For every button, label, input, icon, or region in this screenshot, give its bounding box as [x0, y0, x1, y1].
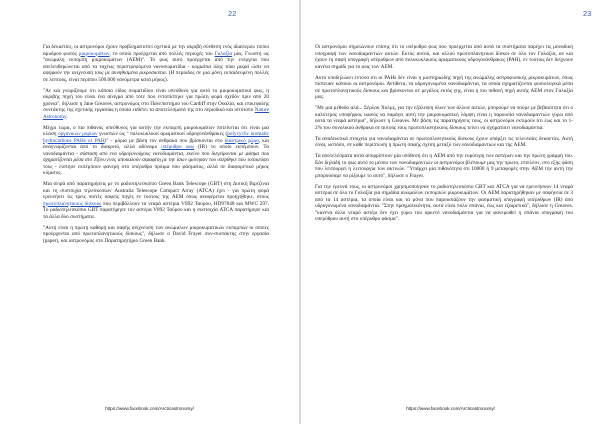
inline-link[interactable]: Γαλαξία — [214, 50, 233, 57]
text-run: μας. Γνωστή ως "ανώμαλη εκπομπή μικροκυμάτων (AEM)". Το φως αυτό προέρχεται από την ενέργεια που απελευθερώνεται από τα ταχέως περιστρεφόμενα νανοσωματίδια - — [43, 50, 269, 70]
inline-link[interactable]: διαστρικό χώρο — [224, 137, 259, 144]
left-page — [0, 0, 299, 424]
page-footer-url: https://www.facebook.com/Αrcticastronomy/ — [406, 406, 495, 411]
text-run: κομμάτια ύλης τόσο μικρά ώστε να αψηφούν την ανίχνευση τους με συνηθισμένα μικροσκόπια — [43, 63, 270, 76]
text-run: (IR) το οποίο εκπέμπουν. Τα νανοδιαμάντια - — [43, 144, 269, 157]
text-run: "Αν και γνωρίζουμε ότι κάποιο είδος σωματιδίου είναι υπεύθυνο για αυτό το μικροκυματικό φως, η ακριβής πηγή του είναι ένα αίνιγμα από τότε που εντοπίστηκε για πρώτη φορά σχεδόν πριν από 20 χρόνια", δήλωσε η Jane Greaves, αστρονόμος στο Πανεπιστήμιο του Cardiff στην Ουαλία, και επικεφαλής συντάκτης της σχετικής εργασίας η οποία εκθέτει τα αποτελέσματά της στο περιοδικό και ιστότοπο — [43, 87, 269, 113]
paragraph — [315, 105, 573, 131]
text-run: σύσταση από ενα υδρογονούχους νανοδιαμάντια, εκείνο που διεγείρονται με φάσμα που σχηματίζονται μέσα στο Τζόνυ ενός αποκαλούν σεραφίτη με την ίσων ιμόνησαν του υπέρθηκε που τοπικεύσει — [43, 150, 269, 163]
paragraph — [315, 44, 573, 70]
inline-link[interactable]: polycyclic aromatic hydrocarbons PAHs or PAH — [43, 131, 269, 144]
inline-link[interactable]: μικροκυμάτων — [78, 50, 110, 57]
inline-link[interactable]: Nature Astronomy — [43, 107, 269, 120]
paragraph — [43, 44, 269, 83]
text-run: Μέχρι τώρα, ο πιο πιθανός υπεύθυνος για αυτήν την εκπομπή μικροκυμάτων ποτείνεται ότι είναι μια κλάση — [43, 124, 269, 137]
text-run: )" - μόρια με βάση τον άνθρακα που βρίσκονται στο — [104, 137, 225, 144]
text-run: Μια σειρά από παρατηρήσεις με το ραδιοτηλεσκόπιο Green Bank Telescope (GBT) στη Δυτική Βιρτζίνια και τη συστοιχία τηλεσκοπίων Australia Telescope Compact Array (ATCA) έχει - για πρώτη φορά ερευνήσει τις τρεις πιστές σαφείς πηγές εν τούτοις της AEM όπως αναφέρεται προηγήθηκε, στους — [43, 181, 269, 200]
text-run: Για την έρευνά τους, οι αστρονόμοι χρησιμοποίησαν το ραδιοτηλεσκόπιο GBT και ATCA για να ερευνήσουν 14 νεαρά αστέρια σε όλο το Γαλαξία για σημάδια ανώμαλων εκπομπών μικροκυμάτων. Οι AEM παρατηρήθηκαν με σαφήνεια σε 3 από τα 14 αστέρια, τα οποία είναι και τα μόνα που παρουσιάζουν την φασματική υπογραφή υπέρυθρων (IR) από υδρογονωμένα νανοδιαμάντια. "Στην πραγματικότητα, αυτά είναι πολύ σπάνια, έως και εξαιρετικά", δήλωσε η Greaves. "κανένα άλλο νεαρό αστέρι δεν έχει γύρω του αρκετό νανοδιαμάντια για να φανερωθεί η σπάνια υπογραφή του υπερύθρου αυτή στο υπέρυθρο φάσμα". — [315, 183, 573, 222]
inline-link[interactable]: πρωτοπλανητικούς δίσκους — [43, 200, 102, 207]
paragraph — [43, 125, 269, 177]
text-run: "Αυτή είναι η πρώτη καθαρή και σαφής ανίχνευση των ανώμαλων μικροκυματικών εκπομπών οι οποίες προέρχονται από πρωτοπλανητικούς δίσκους", δήλωσε ο David Frayer συν-συντάκτης στην εργασία (paper), και αστρονόμος στο Παρατηρητήριο Green Bank. — [43, 224, 269, 244]
article-body — [315, 44, 573, 227]
paragraph — [43, 181, 269, 220]
text-run: "Με μια μέθοδο αλά... Σέρλοκ Χολμς, για την εξάλειψη όλων των άλλων αιτιών, μπορούμε να πούμε με βεβαιότητα ότι ο καλύτερος υποψήφιος ικανός να παράγει αυτή την μικροκυματική λάμψη είναι η παρουσία νανοδιαμαντιών γύρω από αυτά τα νεαρά αστέρια", δήλωσε η Greaves. Με βάση τις παρατηρήσεις τους, οι αστρονόμοι εκτιμούν ότι έως και το 1-2% του συνολικού άνθρακα σε αυτούς τους πρωτοπλανητικούς δίσκους τείνει να σχηματίσει νανοδιαμάντια. — [315, 105, 573, 131]
inline-link[interactable]: υπέρυθρο φως — [161, 144, 195, 150]
text-run: γνωστών ως " πολυκυκλικοί αρωματικοί υδρογονάνθρακες ( — [97, 131, 228, 137]
text-run: . — [66, 113, 68, 120]
text-run: τους - είστησε εκπέμπουν φανερή στο υπέρυθρο πρόιμα που φάσματος, αλλά σε διαφορετικό μήκος κύματος. — [43, 163, 269, 176]
paragraph — [43, 225, 269, 245]
paragraph — [43, 88, 269, 121]
text-run: , το οποίο προέρχεται από πολλές περιοχές του — [109, 50, 215, 57]
text-run: Αυτό υποδηλώνει έντονα ότι οι PAHs δεν είναι η μυστηριώδης πηγή της ανώμαλης αστροφυσικής μικροκυμάτων, όπως πίστευαν κάποιοι οι αστρονόμοι. Αντίθετα, τα υδρογονωμένα νανοδιαμάντια, τα οποία σχηματίζονται φυσιολογικά μέσα σε πρωτοπλανητικούς δίσκους και βρίσκονται σε μεγάλος εκτός γης, είναι η πιο πιθανή πηγή αυτής AEM στον Γαλαξία μας. — [315, 74, 573, 100]
article-body — [43, 44, 269, 249]
page-footer-url: https://www.facebook.com/Αrcticastronomy/ — [105, 406, 194, 411]
inline-link[interactable]: οργανικών μορίων — [58, 131, 98, 137]
paragraph — [315, 184, 573, 223]
text-run: , και αναγνωρίζονται από το διακριτό, αλλά αδύναμο — [43, 137, 269, 150]
paragraph — [315, 136, 573, 149]
text-run: . (Η περίοδος σε μια μόνη εκπαιδευμένη πολλές σε λεπτούς, είναι περίπου 500.000 νανόμετρα κατά μήκος). — [43, 70, 269, 83]
text-run: Τα αποδεικτικά στοιχεία για νανοδιαμάντια σε πρωτοπλανητικούς δίσκους έχουν υπάρξει τις τελευταίες δεκαετίες. Αυτή είναι, ωστόσο, σε καθε περίπτωση η πρώτη σαφής σχέση μεταξύ των νανοδιαμαντιών και της AEM. — [315, 135, 573, 148]
text-run: Τα αποτελέσματα αυτά απορρίπτουν μία υπόθεση ότι η AEM από την ευρύτερη των αστέρων και την πρώτη γραμμή του. Εάν δηλαδή το φως αυτό το μέσου των νανοδιαμαντιών οι αστρονόμοι βλέπουμε μας την πρωτο, επιπλέον, στο εξής φάση που λειτουργεί η λειτουργία των ακτινών. "Υπάρχει μία πιθανότητα ότι 10000 ή 9 μεταφορές στην AEM την αυτή την μπορούσαμε να ρίξουμε το αυτό", δήλωσε ο Frayer. — [315, 153, 573, 179]
paragraph — [315, 153, 573, 179]
page-number: 23 — [583, 9, 592, 18]
paragraph — [315, 75, 573, 101]
page-number: 22 — [228, 9, 237, 18]
text-run: που περιβάλλουν τα νεαρά αστέρια V892 Ταύρου, HD97048 και MWC 297. Το ραδιοτηλεσκόπιο GBT παρατήρησε τον αστέρα V892 Ταύρου και η συστοιχία ATCA παρατήρησε και τα άλλα δύο συστήματα. — [43, 200, 269, 220]
text-run: Οι αστρονόμοι σημειώνουν επίσης ότι το υπέρυθρο φως που προέρχεται από αυτά τα συστήματα παρέχει τις μοναδική υπογραφή των νανοδιαμαντιών αυτών. Εκτός αυτού, και αλλού πρωτοπλανητικοί δίσκοι σε όλο τον Γαλαξία, αν και έχουν τη σαφή υπογραφή υπέρυθρων από πολυκυκλικούς αρωματικούς υδρογονάνθρακες (PAH), εν τούτοις δεν δείχνουν κανένα σημάδι για το φως των AEM. — [315, 44, 573, 70]
text-run: Για δεκαετίες, οι αστρονόμοι έχουν προβληματιστεί σχετικά με την ακριβή σύνθεση ενός ιδιαίτερου τύπου αμυδρού φωτός — [43, 44, 269, 57]
right-page — [301, 0, 600, 424]
